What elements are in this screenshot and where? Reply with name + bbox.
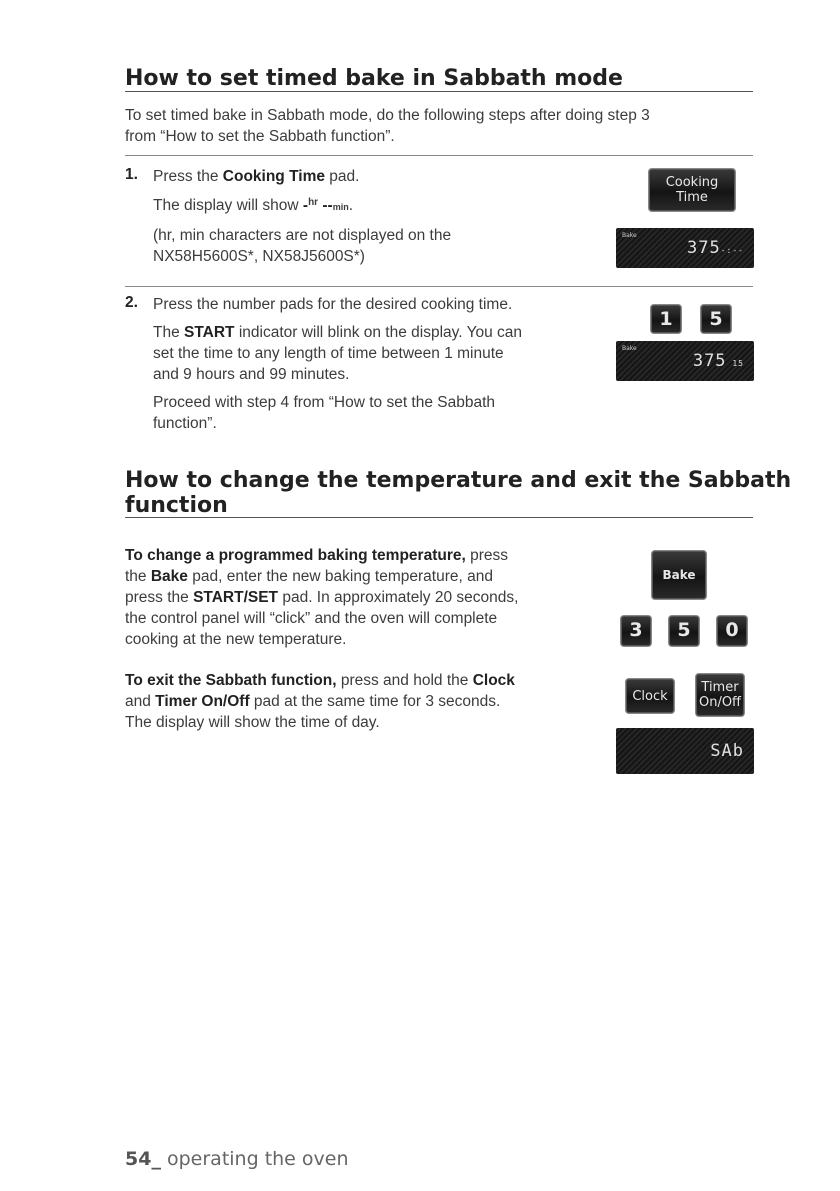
intro-text [125,105,745,147]
exit-line: The display will show the time of day. [125,714,380,731]
step-2-text [153,294,613,434]
display-value: 375 15 [692,351,744,371]
page-number: 54_ [125,1148,161,1170]
title-underline [125,517,753,518]
pad-label: On/Off [698,695,742,710]
number-pad-5: 5 [700,304,732,334]
step-number: 1. [125,166,138,183]
section-title-timed-bake: How to set timed bake in Sabbath mode [125,66,623,91]
change-line: press the START/SET pad. In approximately 20 seconds, [125,589,519,606]
pad-label: Timer [701,680,739,695]
step-2-proceed: Proceed with step 4 from “How to set the Sabbath function”. [153,394,496,432]
exit-line: To exit the Sabbath function, press and hold the Clock [125,672,515,689]
step-2-line: Press the number pads for the desired cooking time. [153,296,513,313]
display-tag: Bake [622,232,637,239]
change-line: the Bake pad, enter the new baking temperature, and [125,568,493,585]
intro-line: To set timed bake in Sabbath mode, do the following steps after doing step 3 [125,107,650,124]
timer-on-off-pad [695,673,745,717]
number-pad-1: 1 [650,304,682,334]
step-number: 2. [125,294,138,311]
bake-pad [651,550,707,600]
step-2-start: The START indicator will blink on the display. You can [153,324,523,341]
footer-section: operating the oven [160,1148,349,1170]
pad-label: Time [676,190,708,205]
change-line: To change a programmed baking temperature, press [125,547,509,564]
pad-label: Cooking [665,175,719,190]
title-line: How to change the temperature and exit the Sabbath [125,468,792,493]
title-underline [125,91,753,92]
exit-sabbath-text [125,670,595,733]
step-1-display: The display will show -$^{hr}$ --min. [153,197,354,214]
display-value: 375-:-- [687,238,744,258]
display-tag: Bake [622,345,637,352]
exit-line: and Timer On/Off pad at the same time for 3 seconds. [125,693,501,710]
change-temperature-text [125,545,595,650]
pad-label: Bake [662,567,696,582]
title-line: function [125,493,228,518]
page-footer [125,1148,349,1170]
change-line: cooking at the new temperature. [125,631,347,648]
step-1-text [153,166,603,267]
step-1-note: (hr, min characters are not displayed on the NX58H5600S*, NX58J5600S*) [153,227,452,265]
intro-line: from “How to set the Sabbath function”. [125,128,395,145]
section-title-change-temperature [125,468,791,518]
number-pad-5: 5 [668,615,700,647]
number-pad-0: 0 [716,615,748,647]
number-pad-3: 3 [620,615,652,647]
change-line: the control panel will “click” and the oven will complete [125,610,498,627]
oven-display [616,728,754,774]
display-value: SAb [710,741,744,761]
divider [125,286,753,287]
divider [125,155,753,156]
oven-display [616,228,754,268]
pad-label: Clock [632,688,668,704]
step-1-press: Press the Cooking Time pad. [153,168,360,185]
clock-pad [625,678,675,714]
cooking-time-pad [648,168,736,212]
oven-display [616,341,754,381]
step-2-line: set the time to any length of time between 1 minute [153,345,504,362]
step-2-line: and 9 hours and 99 minutes. [153,366,350,383]
